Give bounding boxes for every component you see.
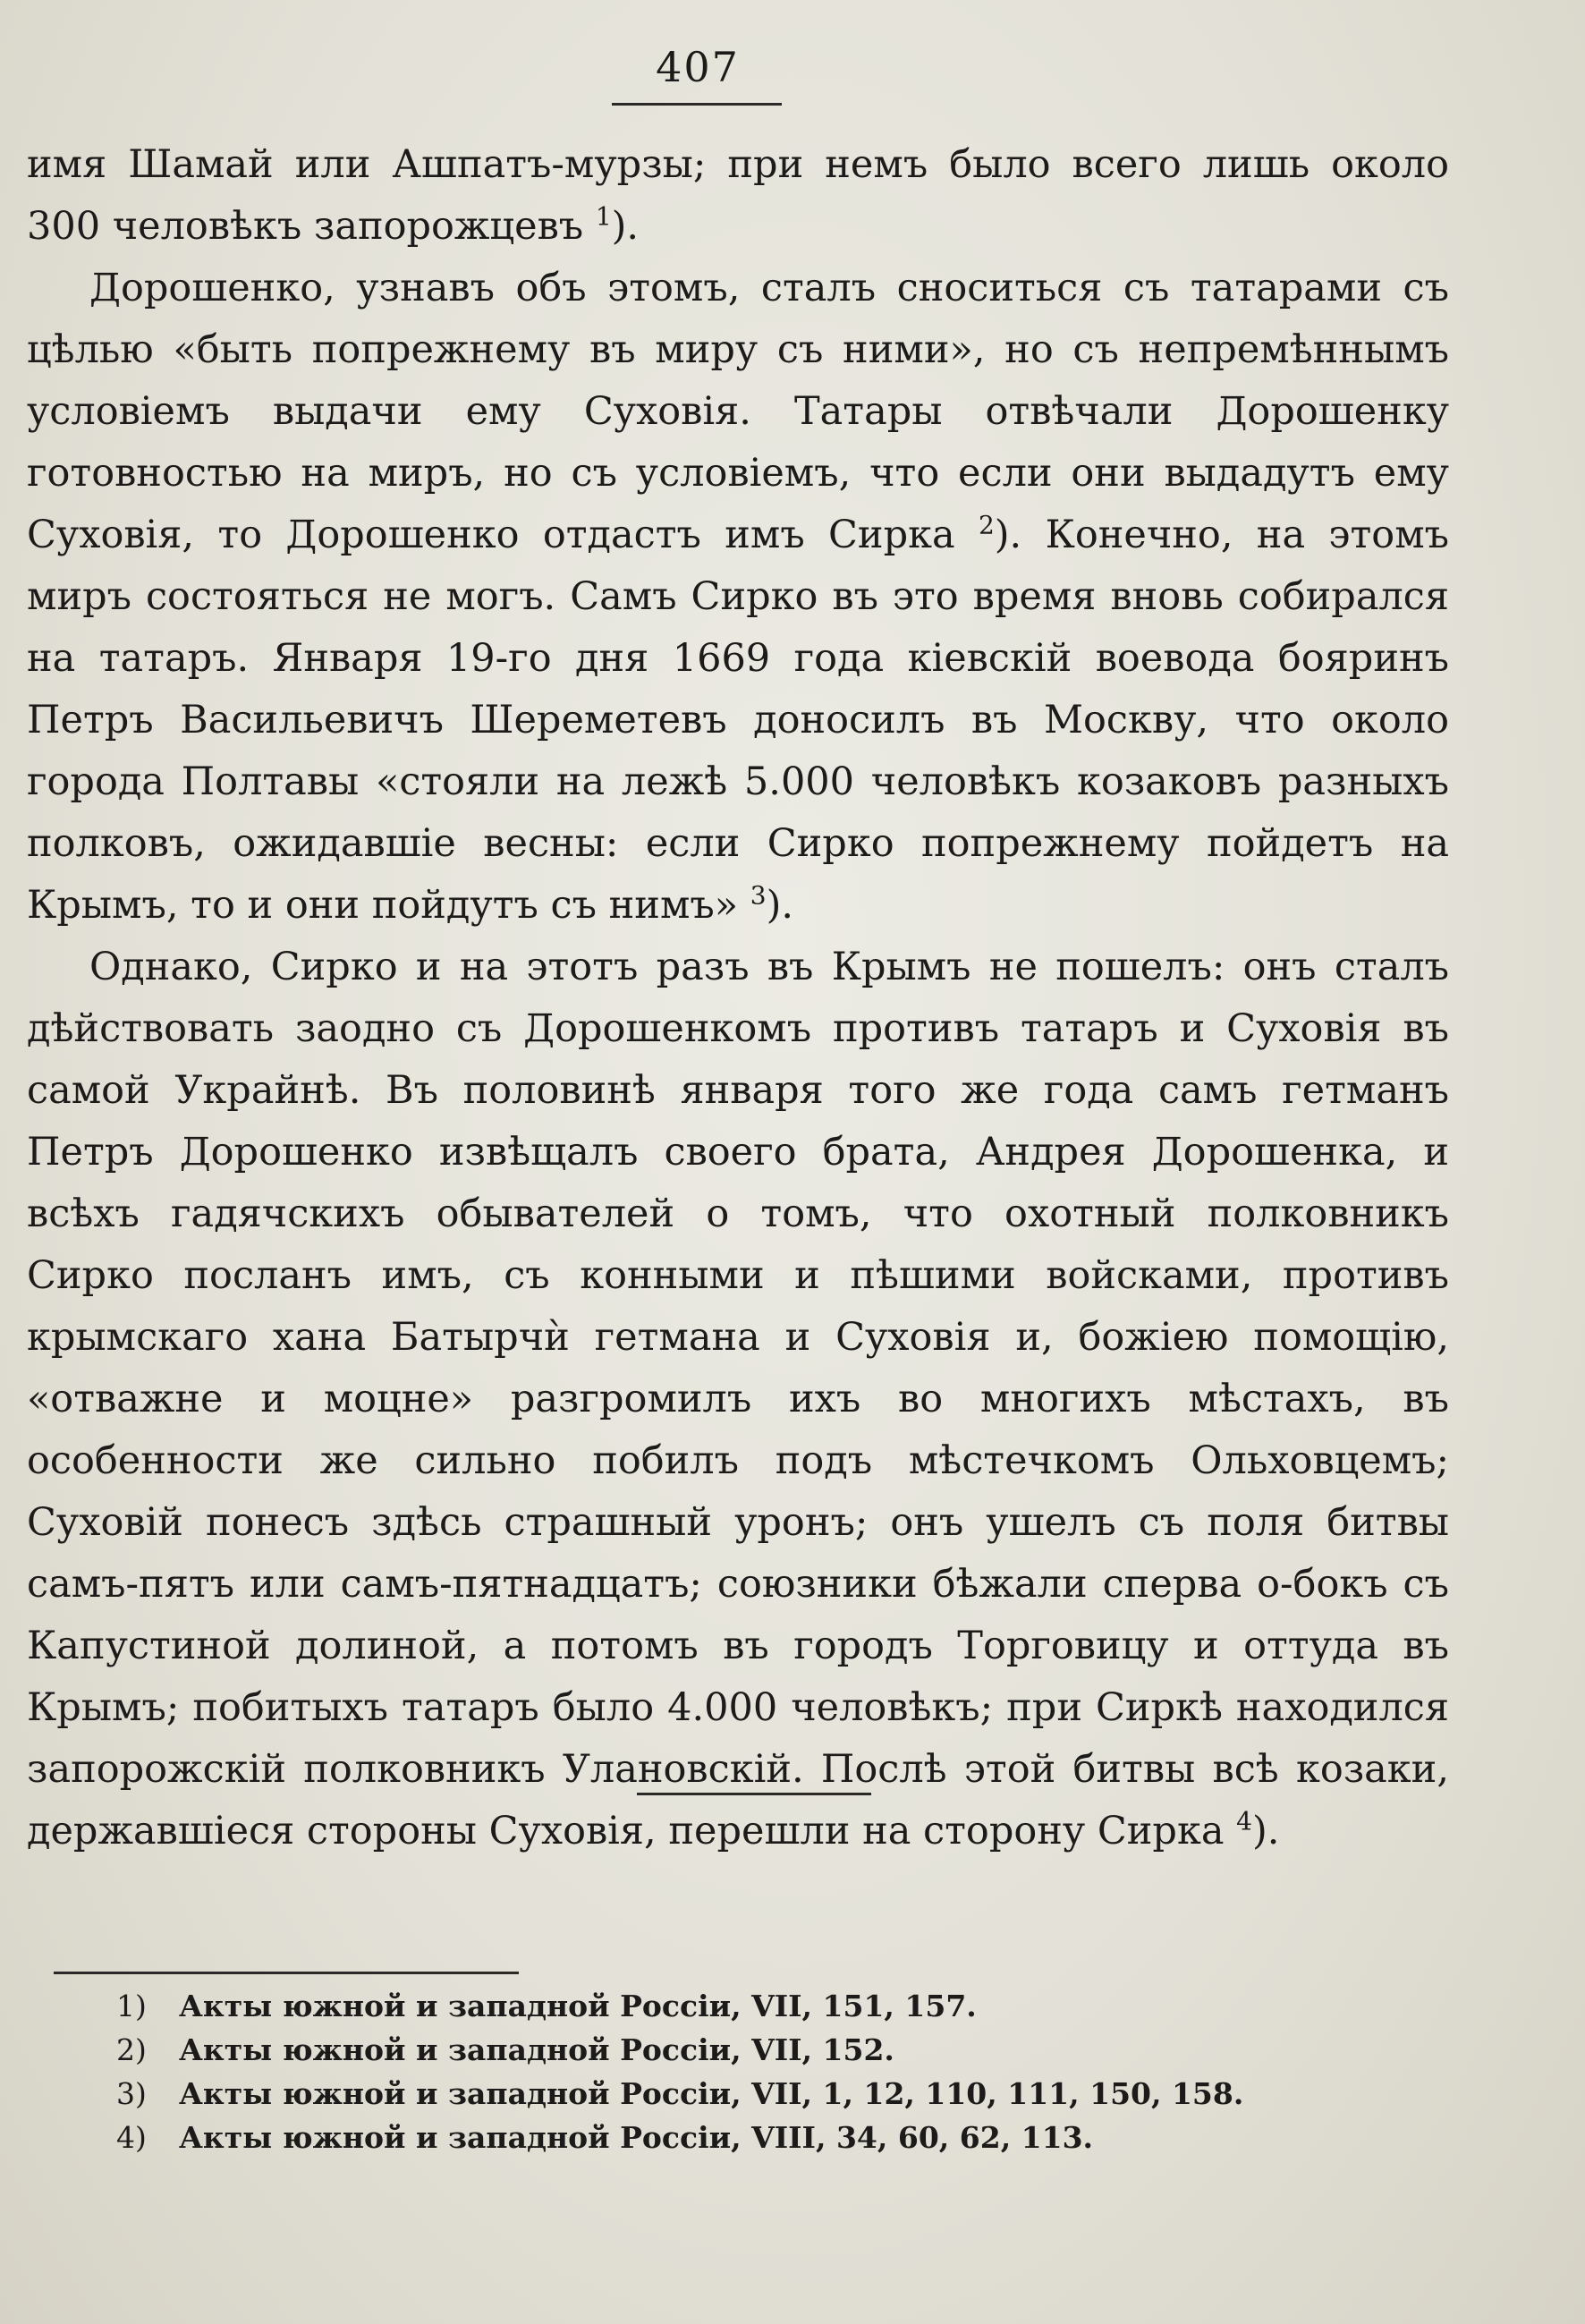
footnote-ref-4: 4	[1236, 1806, 1252, 1836]
footnote-2-text: Акты южной и западной Россіи, VII, 152.	[179, 2032, 894, 2067]
paragraph-3: Однако, Сирко и на этотъ разъ въ Крымъ не пошелъ: онъ сталъ дѣйствовать заодно съ Дорошенкомъ противъ татаръ и Суховія въ самой Украйнѣ. Въ половинѣ января того же года самъ гетманъ Петръ Дорошенко извѣщалъ своего брата, Андрея Дорошенка, и всѣхъ гадячскихъ обывателей о томъ, что охотный полковникъ Сирко посланъ имъ, съ конными и пѣшими войсками, противъ крымскаго хана Батырчѝ гетмана и Суховія и, божіею помощію, «отважне и моцне» разгромилъ ихъ во многихъ мѣстахъ, въ особенности же сильно побилъ подъ мѣстечкомъ Ольховцемъ; Суховій понесъ здѣсь страшный уронъ; онъ ушелъ съ поля битвы самъ-пятъ или самъ-пятнадцатъ; союзники бѣжали сперва о-бокъ съ Капустиной долиной, а потомъ въ городъ Торговицу и оттуда въ Крымъ; побитыхъ татаръ было 4.000 человѣкъ; при Сиркѣ находился запорожскій полковникъ Улановскій. Послѣ этой битвы всѣ козаки, державшіеся стороны Суховія, перешли на сторону Сирка $^4$).	[27, 945, 1449, 1853]
footnote-3	[116, 2072, 1369, 2116]
page-number: 407	[656, 43, 740, 91]
footnote-4-mark: 4)	[116, 2120, 147, 2155]
footnote-3-text: Акты южной и западной Россіи, VII, 1, 12, 110, 111, 150, 158.	[179, 2076, 1244, 2111]
footnote-ref-1: 1	[595, 201, 612, 232]
footnote-3-mark: 3)	[116, 2076, 147, 2111]
paragraph-1: имя Шамай или Ашпатъ-мурзы; при немъ было всего лишь около 300 человѣкъ запорожцевъ $^1$).	[27, 142, 1449, 249]
footnote-ref-3: 3	[750, 880, 767, 911]
paragraph-2-continued: Конечно, на этомъ миръ состояться не могъ. Самъ Сирко въ это время вновь собирался на татаръ. Января 19-го дня 1669 года кіевскій воевода бояринъ Петръ Васильевичъ Шереметевъ доносилъ въ Москву, что около города Полтавы «стояли на лежѣ 5.000 человѣкъ козаковъ разныхъ полковъ, ожидавшіе весны: если Сирко попрежнему пойдетъ на Крымъ, то и они пойдутъ съ нимъ»	[27, 513, 1449, 928]
footnote-4	[116, 2116, 1369, 2159]
footnote-4-text: Акты южной и западной Россіи, VIII, 34, 60, 62, 113.	[179, 2120, 1094, 2155]
paragraph-1-text: имя Шамай или Ашпатъ-мурзы; при немъ было всего лишь около 300 человѣкъ запорожцевъ	[27, 142, 1449, 249]
footnote-ref-2: 2	[978, 510, 995, 540]
section-end-rule	[637, 1793, 871, 1795]
footnote-2-mark: 2)	[116, 2032, 147, 2067]
footnote-2	[116, 2028, 1369, 2072]
footnote-1-mark: 1)	[116, 1989, 147, 2023]
body-text	[27, 134, 1449, 1862]
footnote-rule	[54, 1972, 519, 1974]
footnote-1-text: Акты южной и западной Россіи, VII, 151, 157.	[179, 1989, 977, 2023]
footnotes	[116, 1984, 1369, 2159]
paragraph-3-text: Однако, Сирко и на этотъ разъ въ Крымъ не пошелъ: онъ сталъ дѣйствовать заодно съ Дорошенкомъ противъ татаръ и Суховія въ самой Украйнѣ. Въ половинѣ января того же года самъ гетманъ Петръ Дорошенко извѣщалъ своего брата, Андрея Дорошенка, и всѣхъ гадячскихъ обывателей о томъ, что охотный полковникъ Сирко посланъ имъ, съ конными и пѣшими войсками, противъ крымскаго хана Батырчѝ гетмана и Суховія и, божіею помощію, «отважне и моцне» разгромилъ ихъ во многихъ мѣстахъ, въ особенности же сильно побилъ подъ мѣстечкомъ Ольховцемъ; Суховій понесъ здѣсь страшный уронъ; онъ ушелъ съ поля битвы самъ-пятъ или самъ-пятнадцатъ; союзники бѣжали сперва о-бокъ съ Капустиной долиной, а потомъ въ городъ Торговицу и оттуда въ Крымъ; побитыхъ татаръ было 4.000 человѣкъ; при Сиркѣ находился запорожскій полковникъ Улановскій. Послѣ этой битвы всѣ козаки, державшіеся стороны Суховія, перешли на сторону Сирка	[27, 945, 1449, 1853]
footnote-1	[116, 1984, 1369, 2028]
paragraph-2-text: Дорошенко, узнавъ объ этомъ, сталъ сноситься съ татарами съ цѣлью «быть попрежнему въ миру съ ними», но съ непремѣннымъ условіемъ выдачи ему Суховія. Татары отвѣчали Дорошенку готовностью на миръ, но съ условіемъ, что если они выдадутъ ему Суховія, то Дорошенко отдастъ имъ Сирка	[27, 266, 1449, 557]
header-rule	[612, 103, 782, 106]
paragraph-2: Дорошенко, узнавъ объ этомъ, сталъ сноситься съ татарами съ цѣлью «быть попрежнему въ миру съ ними», но съ непремѣннымъ условіемъ выдачи ему Суховія. Татары отвѣчали Дорошенку готовностью на миръ, но съ условіемъ, что если они выдадутъ ему Суховія, то Дорошенко отдастъ имъ Сирка $^2$). Конечно, на этомъ миръ состояться не могъ. Самъ Сирко въ это время вновь собирался на татаръ. Января 19-го дня 1669 года кіевскій воевода бояринъ Петръ Васильевичъ Шереметевъ доносилъ въ Москву, что около города Полтавы «стояли на лежѣ 5.000 человѣкъ козаковъ разныхъ полковъ, ожидавшіе весны: если Сирко попрежнему пойдетъ на Крымъ, то и они пойдутъ съ нимъ» $^3$).	[27, 266, 1449, 928]
